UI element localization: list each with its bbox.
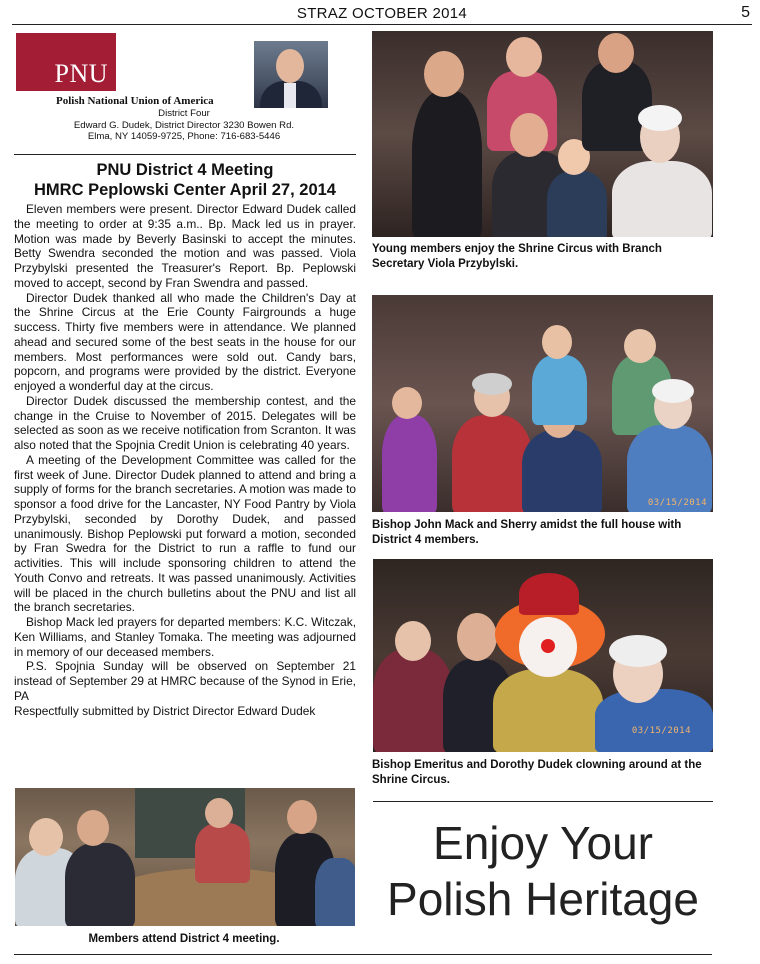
clown-costume <box>493 669 603 752</box>
photo-head <box>624 329 656 363</box>
article-paragraph: A meeting of the Development Committee was called for the first week of June. Director Dudek planned to attend and bring a supply of forms for the branch secretaries. A motion was made to sponsor a food drive for the Lancaster, NY Food Pantry by Viola Przybylski, seconded by Dorothy Dudek, and passed unanimously. Bishop Peplowski put forward a motion, seconded by Fran Swedra for the District to run a raffle to fund our activities. This will include sponsoring children to attend the Youth Convo and retreats. It was passed unanimously. Activities will be placed in the church bulletins about the PNU and list all the branch secretaries. <box>14 452 356 615</box>
photo-hair <box>472 373 512 395</box>
photo-date-stamp: 03/15/2014 <box>631 726 691 736</box>
photo-person <box>65 843 135 926</box>
photo-person <box>382 415 437 512</box>
promo-line1: Enjoy Your <box>433 817 653 869</box>
photo-person <box>412 91 482 237</box>
promo-line2: Polish Heritage <box>387 873 699 925</box>
circus-photo-1 <box>372 31 713 237</box>
portrait-face <box>276 49 304 83</box>
photo-head <box>598 33 634 73</box>
circus-photo-3 <box>373 559 713 752</box>
heritage-promo <box>373 815 713 927</box>
photo-head <box>542 325 572 359</box>
photo-head <box>287 800 317 834</box>
page-header <box>12 4 752 25</box>
article-paragraph: Eleven members were present. Director Edward Dudek called the meeting to order at 9:35 a.m.. Bp. Mack led us in prayer. Motion was made by Beverly Basinski to accept the minutes. Betty Swendra seconded the motion and was passed. Viola Przybylski presented the Treasurer's Report. Bp. Peplowski moved to accept, second by Fran Swendra and passed. <box>14 202 356 290</box>
photo-person <box>195 823 250 883</box>
masthead: STRAZ OCTOBER 2014 <box>296 5 468 22</box>
photo-hair <box>609 635 667 667</box>
photo-person <box>373 649 453 752</box>
page-number: 5 <box>741 4 750 21</box>
photo-head <box>510 113 548 157</box>
photo-head <box>205 798 233 828</box>
org-info <box>14 96 354 143</box>
photo-person <box>452 415 532 512</box>
photo-person <box>532 355 587 425</box>
org-director: Edward G. Dudek, District Director 3230 Bowen Rd. <box>73 119 295 131</box>
page-bottom-divider <box>14 954 712 955</box>
article-body <box>14 202 356 718</box>
article-paragraph: Director Dudek thanked all who made the Children's Day at the Shrine Circus at the Erie County Fairgrounds a huge success. Thirty five members were in attendance. We planned ahead and secured some of the best seats in the house for our members. Most performances were sold out. Candy bars, popcorn, and programs were provided by the district. Everyone enjoyed a wonderful day at the circus. <box>14 290 356 393</box>
photo-head <box>457 613 497 661</box>
pnu-logo-text: PNU <box>54 59 108 88</box>
circus-photo-1-caption: Young members enjoy the Shrine Circus with Branch Secretary Viola Przybylski. <box>372 243 662 270</box>
article-signoff: Respectfully submitted by District Director Edward Dudek <box>14 703 316 718</box>
photo-person <box>315 858 355 926</box>
article-paragraph: Director Dudek discussed the membership contest, and the change in the Cruise to November of 2015. Delegates will be selected as soon as we receive notification from Scranton. It was also noted that the Spojnia Credit Union is celebrating 40 years. <box>14 393 356 452</box>
photo-head <box>395 621 431 661</box>
article-title-line1: PNU District 4 Meeting <box>96 161 274 179</box>
clown-nose <box>541 639 555 653</box>
photo-person <box>612 161 712 237</box>
photo-person <box>547 171 607 237</box>
photo-person <box>595 689 713 752</box>
photo-head <box>77 810 109 846</box>
article-title-line2: HMRC Peplowski Center April 27, 2014 <box>34 181 336 199</box>
clown-helmet <box>519 573 579 615</box>
promo-divider <box>373 801 713 802</box>
photo-head <box>506 37 542 77</box>
article-paragraph: Bishop Mack led prayers for departed members: K.C. Witczak, Ken Williams, and Stanley Tomaka. The meeting was adjourned in memory of our deceased members. <box>14 615 356 659</box>
org-district: District Four <box>158 107 210 119</box>
photo-hair <box>638 105 682 131</box>
org-name: Polish National Union of America <box>56 95 214 107</box>
circus-photo-2 <box>372 295 713 512</box>
photo-head <box>392 387 422 419</box>
photo-head <box>424 51 464 97</box>
meeting-photo-caption: Members attend District 4 meeting. <box>88 933 280 945</box>
org-divider <box>14 154 356 155</box>
photo-hair <box>652 379 694 403</box>
photo-head <box>29 818 63 856</box>
meeting-photo <box>15 788 355 926</box>
org-address: Elma, NY 14059-9725, Phone: 716-683-5446 <box>87 131 281 143</box>
article-title <box>14 160 356 200</box>
photo-date-stamp: 03/15/2014 <box>647 498 707 508</box>
pnu-logo <box>16 33 116 91</box>
photo-person <box>522 430 602 512</box>
article-paragraph: P.S. Spojnia Sunday will be observed on September 21 instead of September 29 at HMRC because of the Synod in Erie, PA <box>14 659 356 703</box>
circus-photo-3-caption: Bishop Emeritus and Dorothy Dudek clowning around at the Shrine Circus. <box>372 759 702 786</box>
circus-photo-2-caption: Bishop John Mack and Sherry amidst the full house with District 4 members. <box>372 519 682 546</box>
